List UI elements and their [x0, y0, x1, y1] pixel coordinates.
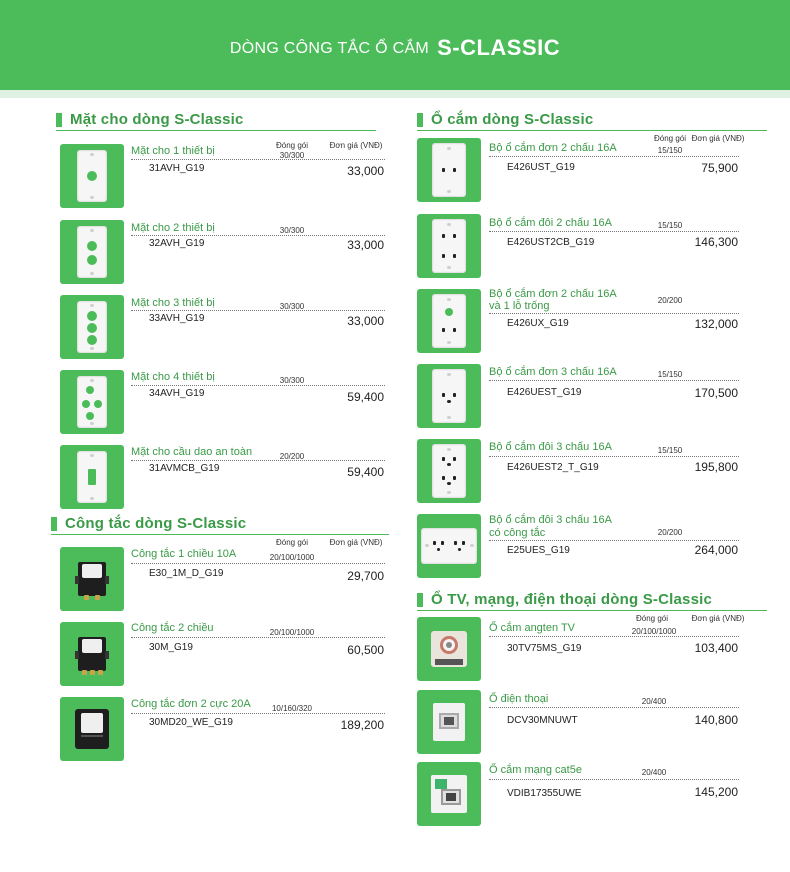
column-header-price: Đơn giá (VNĐ)	[691, 134, 745, 143]
product-name: Bộ ổ cắm đơn 2 chấu 16A	[489, 142, 617, 154]
product-name: Ổ điện thoại	[489, 693, 549, 705]
product-name: Bộ ổ cắm đôi 2 chấu 16A	[489, 217, 612, 229]
product-code: E426UEST_G19	[507, 387, 582, 398]
product-name: Công tắc 1 chiều 10A	[131, 548, 237, 560]
product-price: 132,000	[694, 317, 738, 331]
product-name: Bộ ổ cắm đôi 3 chấu 16A	[489, 514, 612, 526]
product-pack: 20/200	[279, 452, 305, 461]
leader-line	[489, 313, 739, 314]
switch-module-icon	[60, 622, 124, 686]
product-code: 30MD20_WE_G19	[149, 717, 233, 728]
product-pack: 15/150	[657, 370, 683, 379]
socket-double-2pin-icon	[417, 214, 481, 278]
column-header-price: Đơn giá (VNĐ)	[329, 538, 383, 547]
product-name: Bộ ổ cắm đơn 3 chấu 16A	[489, 366, 617, 378]
section-marker	[56, 113, 62, 127]
faceplate-4-icon	[60, 370, 124, 434]
section-marker	[417, 113, 423, 127]
banner-brand: S-CLASSIC	[437, 35, 561, 60]
product-pack: 15/150	[657, 221, 683, 230]
leader-line	[489, 156, 739, 157]
product-code: 34AVH_G19	[149, 388, 205, 399]
product-name: Mặt cho 3 thiết bị	[131, 297, 215, 309]
socket-double-switch-icon	[417, 514, 481, 578]
product-code: E426UST2CB_G19	[507, 237, 595, 248]
product-price: 140,800	[694, 713, 738, 727]
product-code: 30TV75MS_G19	[507, 643, 582, 654]
product-name: Công tắc 2 chiều	[131, 622, 214, 634]
product-price: 60,500	[347, 643, 384, 657]
product-pack: 15/150	[657, 446, 683, 455]
switch-module-icon	[60, 547, 124, 611]
column-header-pack: Đóng gói	[653, 134, 687, 143]
leader-line	[489, 231, 739, 232]
section-marker	[51, 517, 57, 531]
faceplate-mcb-icon	[60, 445, 124, 509]
product-price: 145,200	[694, 785, 738, 799]
faceplate-3-icon	[60, 295, 124, 359]
product-name: Công tắc đơn 2 cực 20A	[131, 698, 251, 710]
product-price: 59,400	[347, 465, 384, 479]
leader-line	[131, 713, 385, 714]
section-title: Mặt cho dòng S-Classic	[70, 111, 244, 128]
product-price: 59,400	[347, 390, 384, 404]
section-rule	[56, 130, 376, 131]
product-pack: 20/400	[641, 768, 667, 777]
leader-line	[131, 460, 385, 461]
socket-single-2pin-icon	[417, 138, 481, 202]
product-pack: 20/200	[657, 528, 683, 537]
column-header-price: Đơn giá (VNĐ)	[329, 141, 383, 150]
product-pack: 20/100/1000	[631, 627, 677, 636]
leader-line	[131, 310, 385, 311]
section-title: Ổ cắm dòng S-Classic	[431, 111, 594, 128]
leader-line	[131, 385, 385, 386]
section-rule	[51, 534, 389, 535]
product-name-line2: và 1 lỗ trống	[489, 300, 550, 312]
product-pack: 20/400	[641, 697, 667, 706]
product-price: 264,000	[694, 543, 738, 557]
product-code: VDIB17355UWE	[507, 788, 582, 799]
section-title: Công tắc dòng S-Classic	[65, 515, 247, 532]
product-name: Mặt cho 2 thiết bị	[131, 222, 215, 234]
socket-double-3pin-icon	[417, 439, 481, 503]
column-header-pack: Đóng gói	[275, 538, 309, 547]
section-header-sockets	[417, 111, 593, 128]
product-code: E25UES_G19	[507, 545, 570, 556]
socket-single-3pin-icon	[417, 364, 481, 428]
section-marker	[417, 593, 423, 607]
page-banner	[0, 0, 790, 90]
product-pack: 10/160/320	[271, 704, 313, 713]
column-header-price: Đơn giá (VNĐ)	[691, 614, 745, 623]
product-code: DCV30MNUWT	[507, 715, 578, 726]
faceplate-2-icon	[60, 220, 124, 284]
product-code: 31AVMCB_G19	[149, 463, 220, 474]
leader-line	[131, 159, 385, 160]
product-name: Mặt cho 4 thiết bị	[131, 371, 215, 383]
product-name: Bộ ổ cắm đơn 2 chấu 16A	[489, 288, 617, 300]
leader-line	[131, 563, 385, 564]
product-price: 75,900	[701, 161, 738, 175]
product-pack: 30/300	[279, 302, 305, 311]
product-pack: 30/300	[279, 151, 305, 160]
product-price: 195,800	[694, 460, 738, 474]
product-price: 29,700	[347, 569, 384, 583]
leader-line	[489, 540, 739, 541]
product-code: E426UST_G19	[507, 162, 575, 173]
product-price: 33,000	[347, 238, 384, 252]
product-pack: 30/300	[279, 226, 305, 235]
product-pack: 20/200	[657, 296, 683, 305]
product-name: Mặt cho 1 thiết bị	[131, 145, 215, 157]
leader-line	[489, 456, 739, 457]
product-code: E30_1M_D_G19	[149, 568, 224, 579]
column-header-pack: Đóng gói	[635, 614, 669, 623]
section-title: Ổ TV, mạng, điện thoại dòng S-Classic	[431, 591, 713, 608]
product-code: 30M_G19	[149, 642, 193, 653]
phone-outlet-icon	[417, 690, 481, 754]
product-price: 33,000	[347, 314, 384, 328]
leader-line	[489, 380, 739, 381]
product-code: E426UX_G19	[507, 318, 569, 329]
section-header-faceplates	[56, 111, 244, 128]
switch-2pole-icon	[60, 697, 124, 761]
product-name-line2: có công tắc	[489, 527, 546, 539]
leader-line	[131, 637, 385, 638]
banner-prefix: DÒNG CÔNG TẮC Ổ CẮM	[229, 40, 430, 57]
section-header-switches	[51, 515, 246, 532]
leader-line	[489, 779, 739, 780]
tv-outlet-icon	[417, 617, 481, 681]
product-name: Ổ cắm mạng cat5e	[489, 764, 582, 776]
leader-line	[489, 636, 739, 637]
product-name: Mặt cho cầu dao an toàn	[131, 446, 253, 458]
socket-single-blank-icon	[417, 289, 481, 353]
product-code: E426UEST2_T_G19	[507, 462, 599, 473]
faceplate-1-icon	[60, 144, 124, 208]
product-pack: 15/150	[657, 146, 683, 155]
section-rule	[417, 130, 767, 131]
product-price: 103,400	[694, 641, 738, 655]
product-price: 33,000	[347, 164, 384, 178]
product-pack: 30/300	[279, 376, 305, 385]
product-name: Bộ ổ cắm đôi 3 chấu 16A	[489, 441, 612, 453]
leader-line	[131, 235, 385, 236]
column-header-pack: Đóng gói	[275, 141, 309, 150]
product-code: 33AVH_G19	[149, 313, 205, 324]
product-price: 170,500	[694, 386, 738, 400]
section-header-data	[417, 591, 712, 608]
product-code: 32AVH_G19	[149, 238, 205, 249]
product-name: Ổ cắm angten TV	[489, 622, 576, 634]
network-outlet-icon	[417, 762, 481, 826]
product-pack: 20/100/1000	[269, 553, 315, 562]
banner-band	[0, 90, 790, 98]
section-rule	[417, 610, 767, 611]
product-price: 189,200	[340, 718, 384, 732]
product-code: 31AVH_G19	[149, 163, 205, 174]
leader-line	[489, 707, 739, 708]
product-pack: 20/100/1000	[269, 628, 315, 637]
product-price: 146,300	[694, 235, 738, 249]
